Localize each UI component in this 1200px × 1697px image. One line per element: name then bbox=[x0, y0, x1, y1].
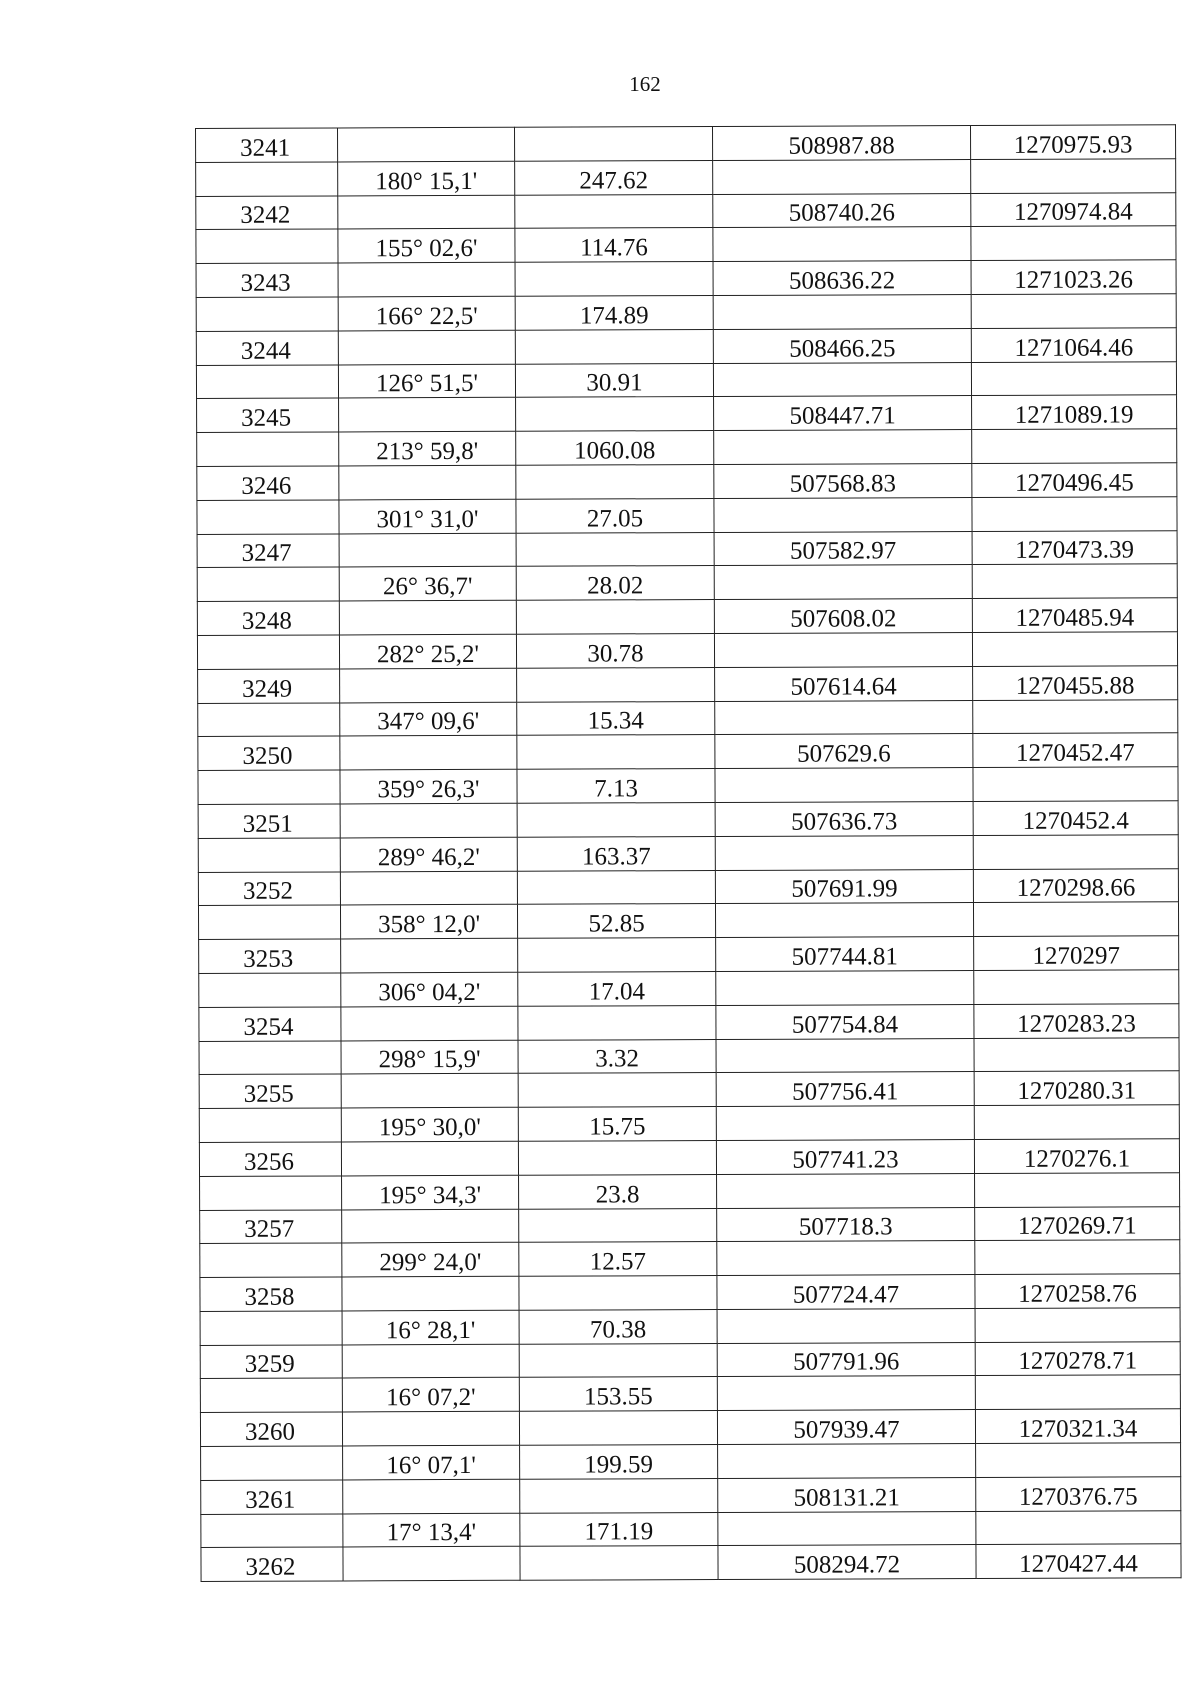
point-id-cell bbox=[196, 162, 338, 196]
angle-cell bbox=[338, 262, 515, 296]
segment-row bbox=[197, 632, 1177, 670]
distance-cell: 30.91 bbox=[515, 363, 713, 398]
x-coordinate-cell bbox=[716, 1106, 974, 1141]
distance-cell: 153.55 bbox=[519, 1377, 717, 1412]
distance-cell bbox=[519, 1208, 717, 1243]
angle-cell bbox=[341, 1141, 518, 1175]
point-id-cell bbox=[196, 297, 338, 331]
y-coordinate-cell: 1270975.93 bbox=[970, 125, 1175, 160]
y-coordinate-cell bbox=[974, 1105, 1179, 1140]
x-coordinate-cell bbox=[715, 700, 973, 735]
distance-cell: 174.89 bbox=[515, 295, 713, 330]
y-coordinate-cell: 1270496.45 bbox=[972, 463, 1177, 498]
angle-cell: 17° 13,4' bbox=[343, 1513, 520, 1547]
y-coordinate-cell bbox=[971, 294, 1176, 329]
point-id-cell: 3242 bbox=[196, 196, 338, 230]
distance-cell bbox=[519, 1343, 717, 1378]
segment-row bbox=[196, 226, 1176, 264]
distance-cell: 1060.08 bbox=[516, 431, 714, 466]
distance-cell bbox=[516, 464, 714, 499]
y-coordinate-cell bbox=[975, 1308, 1180, 1343]
x-coordinate-cell bbox=[715, 768, 973, 803]
x-coordinate-cell: 507718.3 bbox=[717, 1207, 975, 1242]
distance-cell bbox=[517, 802, 715, 837]
x-coordinate-cell: 507756.41 bbox=[716, 1072, 974, 1107]
angle-cell: 358° 12,0' bbox=[340, 905, 517, 939]
y-coordinate-cell: 1270276.1 bbox=[974, 1139, 1179, 1174]
angle-cell bbox=[341, 938, 518, 972]
x-coordinate-cell: 507754.84 bbox=[716, 1004, 974, 1039]
point-id-cell: 3251 bbox=[198, 804, 340, 838]
angle-cell: 282° 25,2' bbox=[339, 634, 516, 668]
x-coordinate-cell: 507636.73 bbox=[715, 801, 973, 836]
point-row bbox=[198, 733, 1178, 771]
y-coordinate-cell: 1270485.94 bbox=[972, 598, 1177, 633]
x-coordinate-cell bbox=[717, 1376, 975, 1411]
point-id-cell: 3260 bbox=[200, 1412, 342, 1446]
point-row bbox=[201, 1544, 1181, 1582]
distance-cell: 7.13 bbox=[517, 769, 715, 804]
x-coordinate-cell bbox=[714, 632, 972, 667]
y-coordinate-cell: 1270376.75 bbox=[976, 1477, 1181, 1512]
x-coordinate-cell bbox=[715, 903, 973, 938]
x-coordinate-cell bbox=[714, 565, 972, 600]
distance-cell: 52.85 bbox=[517, 904, 715, 939]
distance-cell: 28.02 bbox=[516, 566, 714, 601]
point-id-cell: 3256 bbox=[199, 1142, 341, 1176]
angle-cell bbox=[340, 736, 517, 770]
point-id-cell bbox=[198, 770, 340, 804]
point-row bbox=[197, 463, 1177, 501]
angle-cell: 306° 04,2' bbox=[341, 972, 518, 1006]
y-coordinate-cell: 1271023.26 bbox=[971, 260, 1176, 295]
point-id-cell: 3250 bbox=[198, 736, 340, 770]
point-id-cell: 3247 bbox=[197, 534, 339, 568]
point-row bbox=[198, 665, 1178, 703]
segment-row bbox=[198, 902, 1178, 940]
distance-cell: 171.19 bbox=[520, 1512, 718, 1547]
y-coordinate-cell bbox=[971, 159, 1176, 194]
y-coordinate-cell bbox=[973, 767, 1178, 802]
angle-cell: 195° 30,0' bbox=[341, 1107, 518, 1141]
y-coordinate-cell bbox=[974, 1037, 1179, 1072]
segment-row bbox=[196, 159, 1176, 197]
segment-row bbox=[200, 1172, 1180, 1210]
point-id-cell bbox=[201, 1446, 343, 1480]
angle-cell: 126° 51,5' bbox=[338, 364, 515, 398]
x-coordinate-cell: 507724.47 bbox=[717, 1275, 975, 1310]
distance-cell bbox=[517, 735, 715, 770]
point-id-cell: 3259 bbox=[200, 1345, 342, 1379]
point-id-cell bbox=[196, 365, 338, 399]
y-coordinate-cell bbox=[976, 1443, 1181, 1478]
y-coordinate-cell bbox=[975, 1375, 1180, 1410]
point-id-cell bbox=[198, 702, 340, 736]
coordinates-table-body bbox=[196, 125, 1182, 1582]
point-row bbox=[196, 192, 1176, 230]
y-coordinate-cell: 1270278.71 bbox=[975, 1341, 1180, 1376]
x-coordinate-cell bbox=[714, 497, 972, 532]
point-id-cell: 3257 bbox=[200, 1209, 342, 1243]
y-coordinate-cell: 1270974.84 bbox=[971, 192, 1176, 227]
point-id-cell: 3262 bbox=[201, 1547, 343, 1581]
angle-cell: 359° 26,3' bbox=[340, 769, 517, 803]
angle-cell: 347° 09,6' bbox=[340, 702, 517, 736]
x-coordinate-cell: 507629.6 bbox=[715, 734, 973, 769]
point-row bbox=[198, 801, 1178, 839]
y-coordinate-cell bbox=[973, 834, 1178, 869]
point-id-cell: 3248 bbox=[197, 601, 339, 635]
point-id-cell bbox=[200, 1378, 342, 1412]
distance-cell bbox=[516, 397, 714, 432]
x-coordinate-cell: 508636.22 bbox=[713, 261, 971, 296]
point-id-cell bbox=[200, 1311, 342, 1345]
y-coordinate-cell: 1270321.34 bbox=[975, 1409, 1180, 1444]
y-coordinate-cell bbox=[972, 564, 1177, 599]
segment-row bbox=[199, 970, 1179, 1008]
y-coordinate-cell: 1270452.4 bbox=[973, 801, 1178, 836]
distance-cell: 247.62 bbox=[515, 160, 713, 195]
segment-row bbox=[197, 496, 1177, 534]
y-coordinate-cell bbox=[972, 429, 1177, 464]
angle-cell bbox=[338, 330, 515, 364]
point-id-cell bbox=[200, 1176, 342, 1210]
page-number: 162 bbox=[629, 72, 661, 96]
distance-cell bbox=[518, 1005, 716, 1040]
coordinates-table bbox=[195, 124, 1182, 1582]
distance-cell bbox=[515, 329, 713, 364]
x-coordinate-cell bbox=[713, 227, 971, 262]
y-coordinate-cell: 1270297 bbox=[974, 936, 1179, 971]
angle-cell bbox=[343, 1547, 520, 1581]
segment-row bbox=[197, 429, 1177, 467]
distance-cell bbox=[518, 938, 716, 973]
segment-row bbox=[197, 564, 1177, 602]
point-row bbox=[198, 868, 1178, 906]
x-coordinate-cell: 507791.96 bbox=[717, 1342, 975, 1377]
x-coordinate-cell: 507691.99 bbox=[715, 869, 973, 904]
distance-cell bbox=[518, 1073, 716, 1108]
y-coordinate-cell: 1270269.71 bbox=[975, 1206, 1180, 1241]
angle-cell bbox=[340, 668, 517, 702]
x-coordinate-cell: 508294.72 bbox=[718, 1545, 976, 1580]
segment-row bbox=[201, 1510, 1181, 1548]
angle-cell: 298° 15,9' bbox=[341, 1040, 518, 1074]
distance-cell: 17.04 bbox=[518, 971, 716, 1006]
angle-cell: 195° 34,3' bbox=[342, 1175, 519, 1209]
angle-cell bbox=[339, 465, 516, 499]
x-coordinate-cell bbox=[713, 362, 971, 397]
distance-cell bbox=[518, 1140, 716, 1175]
y-coordinate-cell: 1270427.44 bbox=[976, 1544, 1181, 1579]
angle-cell bbox=[339, 398, 516, 432]
y-coordinate-cell: 1271064.46 bbox=[971, 328, 1176, 363]
point-row bbox=[196, 125, 1176, 163]
point-id-cell bbox=[197, 567, 339, 601]
y-coordinate-cell bbox=[976, 1510, 1181, 1545]
x-coordinate-cell: 507582.97 bbox=[714, 531, 972, 566]
segment-row bbox=[199, 1037, 1179, 1075]
distance-cell: 27.05 bbox=[516, 498, 714, 533]
distance-cell: 15.34 bbox=[517, 701, 715, 736]
x-coordinate-cell bbox=[714, 430, 972, 465]
point-row bbox=[197, 530, 1177, 568]
point-row bbox=[200, 1409, 1180, 1447]
distance-cell: 23.8 bbox=[519, 1174, 717, 1209]
segment-row bbox=[200, 1375, 1180, 1413]
point-id-cell: 3258 bbox=[200, 1277, 342, 1311]
segment-row bbox=[196, 361, 1176, 399]
x-coordinate-cell: 508987.88 bbox=[712, 126, 970, 161]
distance-cell bbox=[517, 667, 715, 702]
segment-row bbox=[199, 1105, 1179, 1143]
point-row bbox=[197, 395, 1177, 433]
point-id-cell bbox=[196, 229, 338, 263]
distance-cell: 199.59 bbox=[520, 1445, 718, 1480]
distance-cell bbox=[519, 1411, 717, 1446]
y-coordinate-cell: 1270258.76 bbox=[975, 1274, 1180, 1309]
point-id-cell bbox=[199, 1108, 341, 1142]
x-coordinate-cell bbox=[716, 970, 974, 1005]
distance-cell bbox=[516, 600, 714, 635]
angle-cell bbox=[341, 1006, 518, 1040]
x-coordinate-cell: 508466.25 bbox=[713, 328, 971, 363]
point-row bbox=[196, 328, 1176, 366]
point-row bbox=[200, 1206, 1180, 1244]
point-id-cell bbox=[199, 1040, 341, 1074]
point-id-cell bbox=[200, 1243, 342, 1277]
angle-cell: 166° 22,5' bbox=[338, 296, 515, 330]
angle-cell bbox=[342, 1209, 519, 1243]
y-coordinate-cell bbox=[973, 699, 1178, 734]
angle-cell: 16° 07,2' bbox=[342, 1378, 519, 1412]
point-id-cell: 3254 bbox=[199, 1007, 341, 1041]
distance-cell bbox=[520, 1546, 718, 1581]
angle-cell bbox=[338, 195, 515, 229]
distance-cell: 15.75 bbox=[518, 1107, 716, 1142]
distance-cell: 163.37 bbox=[517, 836, 715, 871]
x-coordinate-cell bbox=[716, 1038, 974, 1073]
point-id-cell bbox=[197, 500, 339, 534]
angle-cell bbox=[342, 1276, 519, 1310]
segment-row bbox=[198, 699, 1178, 737]
point-id-cell: 3253 bbox=[199, 939, 341, 973]
angle-cell: 301° 31,0' bbox=[339, 499, 516, 533]
point-row bbox=[200, 1341, 1180, 1379]
point-id-cell: 3261 bbox=[201, 1480, 343, 1514]
point-row bbox=[199, 1003, 1179, 1041]
y-coordinate-cell bbox=[971, 361, 1176, 396]
point-id-cell: 3245 bbox=[197, 398, 339, 432]
point-row bbox=[199, 936, 1179, 974]
x-coordinate-cell bbox=[718, 1511, 976, 1546]
x-coordinate-cell bbox=[718, 1444, 976, 1479]
point-id-cell: 3252 bbox=[198, 871, 340, 905]
angle-cell: 155° 02,6' bbox=[338, 229, 515, 263]
segment-row bbox=[198, 767, 1178, 805]
angle-cell: 289° 46,2' bbox=[340, 837, 517, 871]
point-row bbox=[201, 1477, 1181, 1515]
point-id-cell bbox=[197, 635, 339, 669]
segment-row bbox=[200, 1240, 1180, 1278]
angle-cell bbox=[342, 1412, 519, 1446]
distance-cell bbox=[515, 262, 713, 297]
distance-cell bbox=[520, 1478, 718, 1513]
segment-row bbox=[196, 294, 1176, 332]
distance-cell bbox=[519, 1276, 717, 1311]
y-coordinate-cell: 1270473.39 bbox=[972, 530, 1177, 565]
x-coordinate-cell: 508447.71 bbox=[714, 396, 972, 431]
point-id-cell: 3249 bbox=[198, 669, 340, 703]
y-coordinate-cell: 1270298.66 bbox=[973, 868, 1178, 903]
distance-cell: 30.78 bbox=[516, 633, 714, 668]
x-coordinate-cell: 507608.02 bbox=[714, 599, 972, 634]
y-coordinate-cell: 1270283.23 bbox=[974, 1003, 1179, 1038]
distance-cell bbox=[516, 532, 714, 567]
distance-cell: 114.76 bbox=[515, 228, 713, 263]
x-coordinate-cell bbox=[713, 159, 971, 194]
point-id-cell: 3255 bbox=[199, 1074, 341, 1108]
distance-cell: 12.57 bbox=[519, 1242, 717, 1277]
x-coordinate-cell: 508740.26 bbox=[713, 193, 971, 228]
x-coordinate-cell bbox=[717, 1173, 975, 1208]
angle-cell: 26° 36,7' bbox=[339, 567, 516, 601]
y-coordinate-cell bbox=[972, 632, 1177, 667]
angle-cell bbox=[340, 803, 517, 837]
point-id-cell bbox=[198, 905, 340, 939]
angle-cell bbox=[340, 871, 517, 905]
segment-row bbox=[198, 834, 1178, 872]
x-coordinate-cell bbox=[717, 1241, 975, 1276]
angle-cell: 213° 59,8' bbox=[339, 431, 516, 465]
segment-row bbox=[201, 1443, 1181, 1481]
x-coordinate-cell: 507741.23 bbox=[716, 1139, 974, 1174]
x-coordinate-cell bbox=[715, 835, 973, 870]
point-id-cell bbox=[201, 1514, 343, 1548]
x-coordinate-cell: 507614.64 bbox=[715, 666, 973, 701]
y-coordinate-cell bbox=[971, 226, 1176, 261]
x-coordinate-cell: 507939.47 bbox=[717, 1410, 975, 1445]
y-coordinate-cell bbox=[972, 496, 1177, 531]
x-coordinate-cell: 507744.81 bbox=[716, 937, 974, 972]
point-row bbox=[196, 260, 1176, 298]
point-row bbox=[199, 1139, 1179, 1177]
x-coordinate-cell bbox=[717, 1308, 975, 1343]
angle-cell bbox=[342, 1344, 519, 1378]
angle-cell bbox=[341, 1074, 518, 1108]
point-id-cell: 3246 bbox=[197, 466, 339, 500]
angle-cell bbox=[343, 1479, 520, 1513]
point-id-cell: 3243 bbox=[196, 263, 338, 297]
point-id-cell bbox=[198, 838, 340, 872]
point-id-cell bbox=[199, 973, 341, 1007]
distance-cell bbox=[514, 127, 712, 162]
point-id-cell: 3241 bbox=[196, 128, 338, 162]
angle-cell: 16° 28,1' bbox=[342, 1310, 519, 1344]
distance-cell: 3.32 bbox=[518, 1039, 716, 1074]
y-coordinate-cell bbox=[975, 1172, 1180, 1207]
angle-cell: 299° 24,0' bbox=[342, 1243, 519, 1277]
y-coordinate-cell: 1270452.47 bbox=[973, 733, 1178, 768]
segment-row bbox=[200, 1308, 1180, 1346]
angle-cell bbox=[339, 533, 516, 567]
angle-cell bbox=[338, 127, 515, 161]
point-row bbox=[197, 598, 1177, 636]
y-coordinate-cell: 1270280.31 bbox=[974, 1071, 1179, 1106]
y-coordinate-cell: 1271089.19 bbox=[972, 395, 1177, 430]
distance-cell: 70.38 bbox=[519, 1309, 717, 1344]
x-coordinate-cell bbox=[713, 295, 971, 330]
y-coordinate-cell bbox=[974, 970, 1179, 1005]
point-id-cell: 3244 bbox=[196, 331, 338, 365]
x-coordinate-cell: 508131.21 bbox=[718, 1477, 976, 1512]
y-coordinate-cell bbox=[973, 902, 1178, 937]
angle-cell bbox=[339, 600, 516, 634]
x-coordinate-cell: 507568.83 bbox=[714, 463, 972, 498]
angle-cell: 180° 15,1' bbox=[338, 161, 515, 195]
point-id-cell bbox=[197, 432, 339, 466]
distance-cell bbox=[517, 870, 715, 905]
y-coordinate-cell bbox=[975, 1240, 1180, 1275]
distance-cell bbox=[515, 194, 713, 229]
y-coordinate-cell: 1270455.88 bbox=[973, 665, 1178, 700]
point-row bbox=[199, 1071, 1179, 1109]
point-row bbox=[200, 1274, 1180, 1312]
angle-cell: 16° 07,1' bbox=[343, 1445, 520, 1479]
